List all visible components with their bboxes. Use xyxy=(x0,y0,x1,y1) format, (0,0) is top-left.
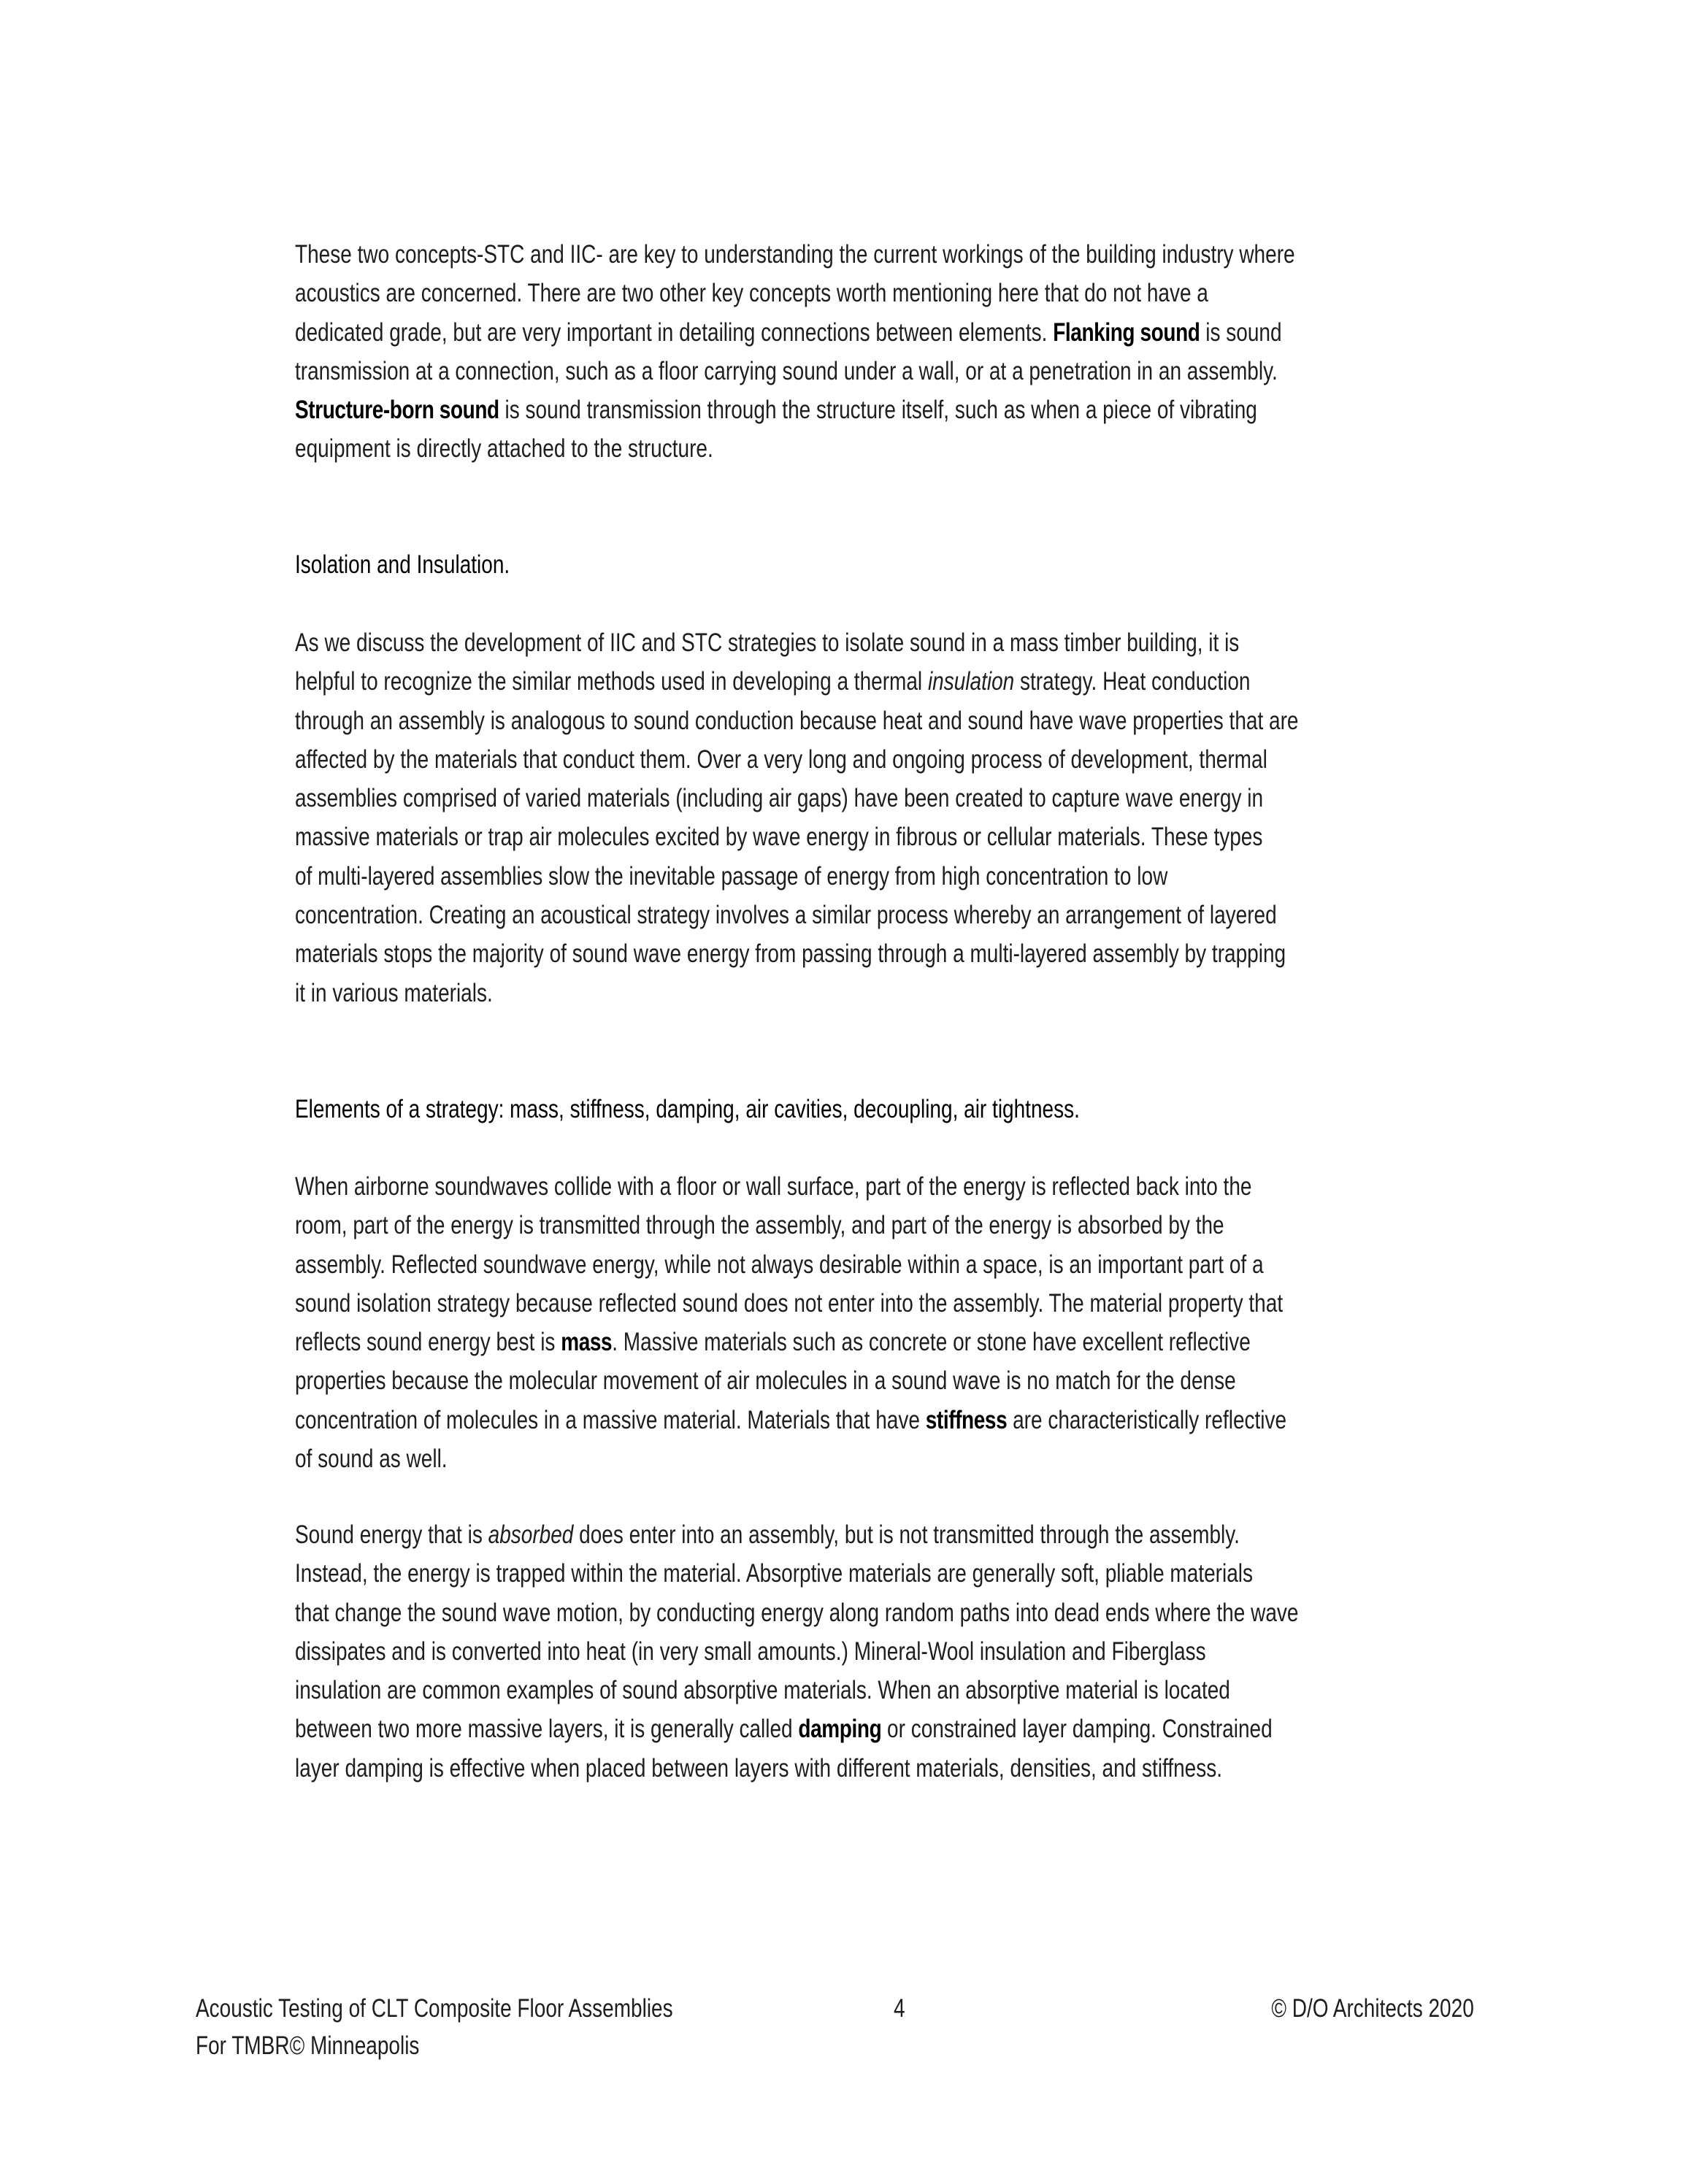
text-line xyxy=(295,274,1295,312)
text-segment: does enter into an assembly, but is not transmitted through the assembly. xyxy=(573,1520,1240,1549)
text-line xyxy=(295,1245,1286,1284)
text-segment: equipment is directly attached to the structure. xyxy=(295,434,713,464)
text-line xyxy=(295,1167,1286,1206)
text-line xyxy=(295,779,1299,818)
text-segment: Elements of a strategy: mass, stiffness, damping, air cavities, decoupling, air tightness. xyxy=(295,1095,1080,1123)
text-segment: that change the sound wave motion, by conducting energy along random paths into dead ends where the wave xyxy=(295,1598,1299,1627)
footer-title-line1: Acoustic Testing of CLT Composite Floor Assemblies xyxy=(196,1994,673,2023)
paragraph-stc-iic xyxy=(295,235,1545,469)
bold-term: mass xyxy=(561,1328,613,1357)
text-segment: When airborne soundwaves collide with a floor or wall surface, part of the energy is reflected back into the xyxy=(295,1172,1252,1201)
bold-term: damping xyxy=(798,1715,882,1744)
text-line xyxy=(295,818,1299,856)
footer-copyright: © D/O Architects 2020 xyxy=(1271,1994,1474,2023)
text-line xyxy=(295,391,1295,429)
text-segment: it in various materials. xyxy=(295,978,493,1007)
bold-term: Flanking sound xyxy=(1053,318,1200,347)
text-segment: concentration of molecules in a massive material. Materials that have xyxy=(295,1405,926,1434)
text-segment: dedicated grade, but are very important in detailing connections between elements. xyxy=(295,318,1054,347)
text-line xyxy=(295,1284,1286,1323)
text-segment: strategy. Heat conduction xyxy=(1014,667,1251,696)
footer-title xyxy=(196,1990,673,2064)
text-segment: assemblies comprised of varied materials (including air gaps) have been created to capture wave energy in xyxy=(295,784,1264,813)
footer-title-line2: For TMBR© Minneapolis xyxy=(196,2031,420,2060)
text-line xyxy=(295,896,1299,934)
text-line xyxy=(295,235,1295,274)
text-segment: These two concepts-STC and IIC- are key to understanding the current workings of the building industry where xyxy=(295,240,1295,269)
text-segment: of sound as well. xyxy=(295,1445,448,1474)
text-line xyxy=(295,1206,1286,1245)
text-segment: helpful to recognize the similar methods used in developing a thermal xyxy=(295,667,928,696)
text-line xyxy=(295,857,1299,896)
text-line xyxy=(295,352,1295,391)
text-segment: or constrained layer damping. Constrained xyxy=(881,1715,1273,1744)
text-line xyxy=(295,1323,1286,1361)
text-line xyxy=(295,1671,1298,1710)
text-segment: . Massive materials such as concrete or stone have excellent reflective xyxy=(612,1328,1251,1357)
text-segment: transmission at a connection, such as a floor carrying sound under a wall, or at a penetration in an assembly. xyxy=(295,356,1278,385)
text-segment: affected by the materials that conduct them. Over a very long and ongoing process of development, thermal xyxy=(295,745,1267,774)
text-line xyxy=(295,701,1299,740)
text-line xyxy=(295,1632,1298,1671)
text-segment: room, part of the energy is transmitted through the assembly, and part of the energy is absorbed by the xyxy=(295,1211,1224,1240)
text-segment: through an assembly is analogous to sound conduction because heat and sound have wave properties that are xyxy=(295,706,1299,735)
italic-term: insulation xyxy=(927,667,1015,696)
text-line xyxy=(295,1593,1298,1632)
text-line xyxy=(295,1439,1286,1478)
text-segment: materials stops the majority of sound wave energy from passing through a multi-layered assembly by trapping xyxy=(295,939,1286,969)
paragraph-isolation xyxy=(295,623,1549,1012)
text-segment: layer damping is effective when placed between layers with different materials, densities, and stiffness. xyxy=(295,1753,1223,1783)
text-line xyxy=(295,1749,1298,1788)
bold-term: stiffness xyxy=(925,1405,1008,1434)
text-segment: is sound xyxy=(1200,318,1282,347)
text-segment: massive materials or trap air molecules excited by wave energy in fibrous or cellular materials. These types xyxy=(295,823,1263,852)
bold-term: Structure-born sound xyxy=(295,396,499,425)
text-segment: Sound energy that is xyxy=(295,1520,488,1549)
italic-term: absorbed xyxy=(488,1520,574,1549)
text-line xyxy=(295,1401,1286,1439)
text-segment: insulation are common examples of sound absorptive materials. When an absorptive material is located xyxy=(295,1676,1230,1705)
text-segment: Isolation and Insulation. xyxy=(295,550,510,579)
text-line xyxy=(295,623,1299,662)
text-segment: concentration. Creating an acoustical strategy involves a similar process whereby an arrangement of layered xyxy=(295,901,1277,930)
heading-elements-of-strategy xyxy=(295,1090,1276,1128)
text-line xyxy=(295,974,1299,1012)
text-segment: assembly. Reflected soundwave energy, while not always desirable within a space, is an important part of a xyxy=(295,1250,1264,1279)
paragraph-damping xyxy=(295,1515,1549,1788)
text-segment: properties because the molecular movement of air molecules in a sound wave is no match for the dense xyxy=(295,1366,1236,1396)
text-segment: sound isolation strategy because reflected sound does not enter into the assembly. The material property that xyxy=(295,1288,1284,1318)
text-segment: between two more massive layers, it is generally called xyxy=(295,1715,799,1744)
paragraph-mass-stiffness xyxy=(295,1167,1535,1478)
heading-isolation-insulation xyxy=(295,545,564,584)
text-line xyxy=(295,1090,1080,1128)
text-segment: Instead, the energy is trapped within the material. Absorptive materials are generally soft, pliable materials xyxy=(295,1559,1254,1588)
text-segment: reflects sound energy best is xyxy=(295,1328,561,1357)
text-line xyxy=(295,1710,1298,1748)
text-segment: of multi-layered assemblies slow the inevitable passage of energy from high concentration to low xyxy=(295,861,1168,891)
text-line xyxy=(295,1361,1286,1400)
text-line xyxy=(295,1515,1298,1554)
text-line xyxy=(295,429,1295,468)
text-line xyxy=(295,1554,1298,1593)
text-segment: acoustics are concerned. There are two other key concepts worth mentioning here that do not have a xyxy=(295,279,1208,308)
text-line xyxy=(295,313,1295,352)
page-number: 4 xyxy=(893,1994,905,2023)
text-segment: As we discuss the development of IIC and STC strategies to isolate sound in a mass timber building, it is xyxy=(295,628,1240,657)
text-line xyxy=(295,934,1299,973)
text-line xyxy=(295,662,1299,701)
text-line xyxy=(295,740,1299,779)
text-segment: are characteristically reflective xyxy=(1007,1405,1287,1434)
text-segment: dissipates and is converted into heat (in very small amounts.) Mineral-Wool insulation and Fiberglass xyxy=(295,1637,1206,1666)
text-line xyxy=(295,545,510,584)
text-segment: is sound transmission through the structure itself, such as when a piece of vibrating xyxy=(499,396,1257,425)
